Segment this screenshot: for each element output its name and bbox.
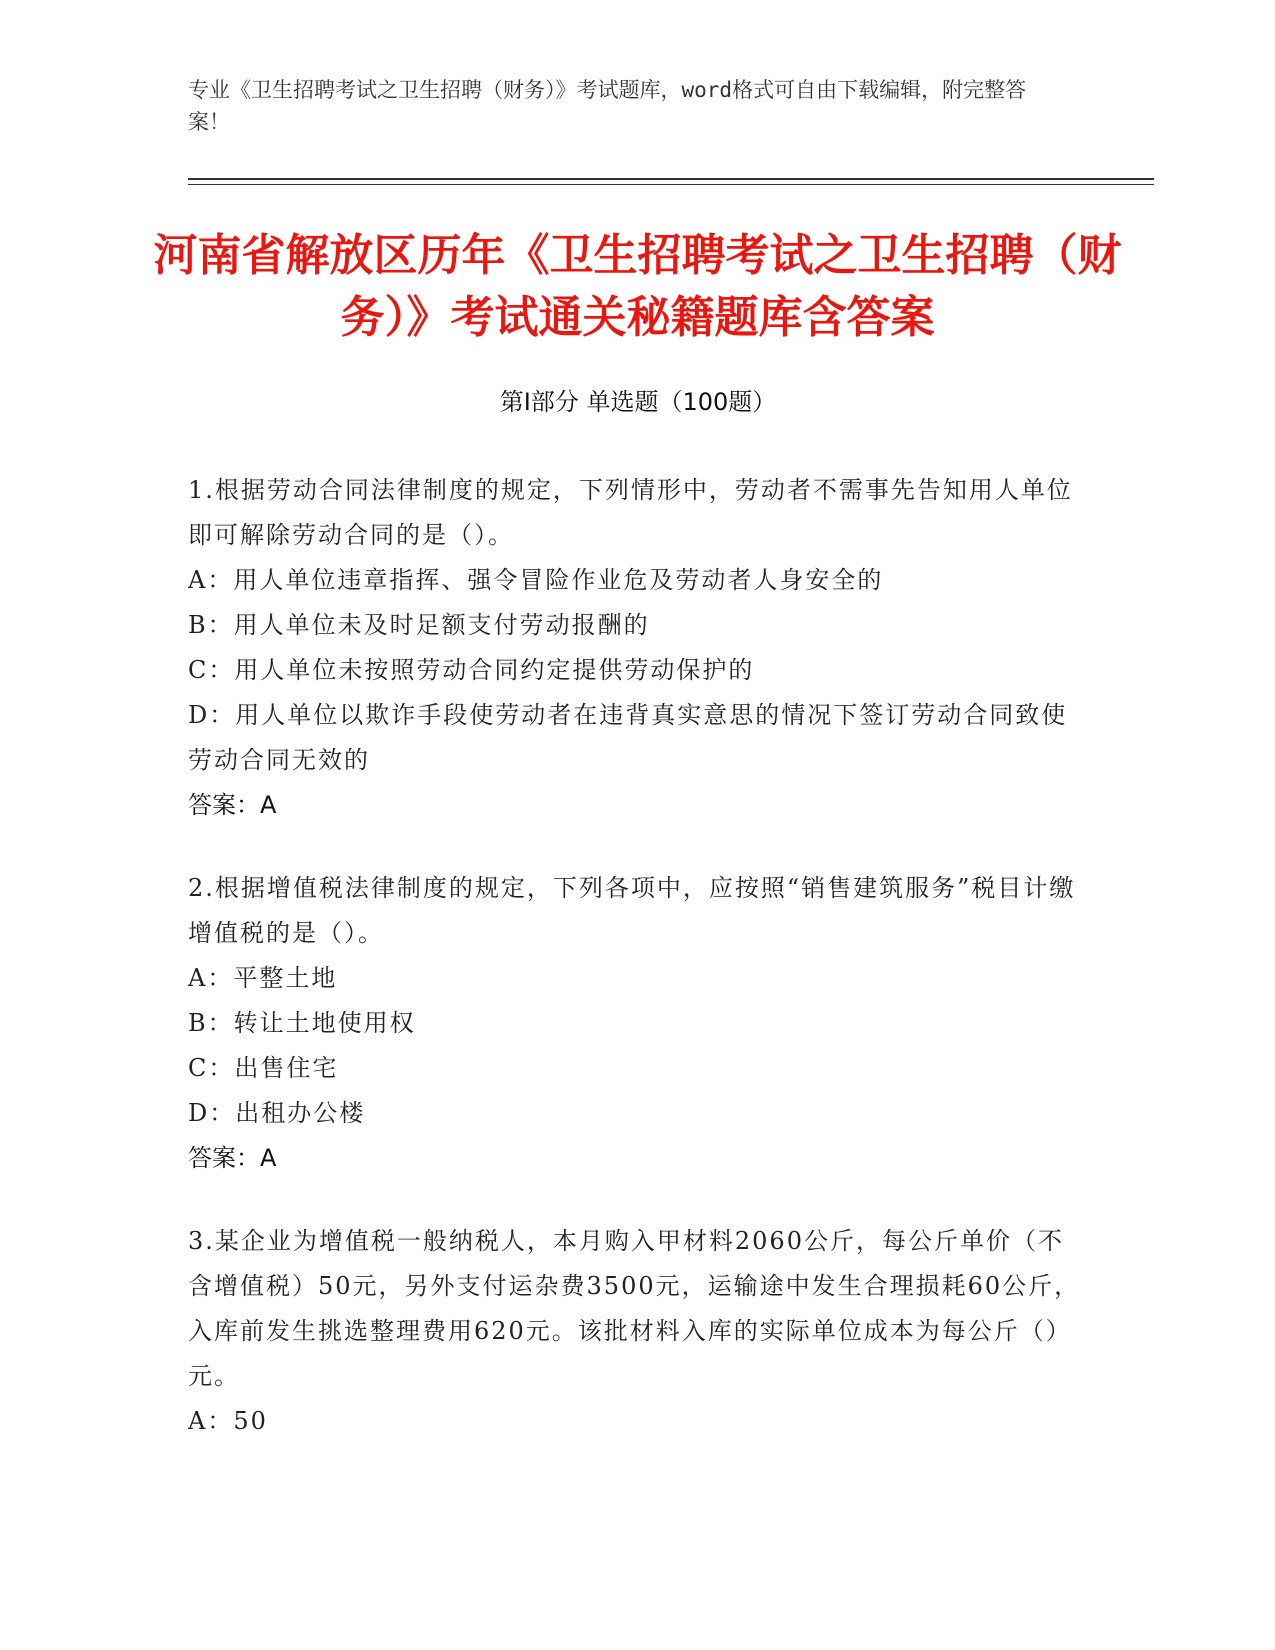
question-stem: 2.根据增值税法律制度的规定，下列各项中，应按照“销售建筑服务”税目计缴增值税的是（）。 [188,874,1076,947]
question-1 [188,468,1088,828]
question-2 [188,866,1088,1181]
header-divider-thick [188,178,1154,180]
question-stem: 1.根据劳动合同法律制度的规定，下列情形中，劳动者不需事先告知用人单位即可解除劳动合同的是（）。 [188,476,1073,549]
answer-line: 答案：A [188,1144,277,1172]
section-heading: 第Ⅰ部分 单选题（100题） [499,388,777,416]
question-stem: 3.某企业为增值税一般纳税人，本月购入甲材料2060公斤，每公斤单价（不含增值税）50元，另外支付运杂费3500元，运输途中发生合理损耗60公斤，入库前发生挑选整理费用620元。该批材料入库的实际单位成本为每公斤（）元。 [188,1227,1081,1390]
option-d: D：出租办公楼 [188,1099,366,1127]
question-list [188,468,1088,1482]
option-c: C：出售住宅 [188,1054,339,1082]
option-a: A：50 [188,1407,268,1435]
option-b: B：用人单位未及时足额支付劳动报酬的 [188,611,650,639]
header-divider-thin [188,184,1154,185]
document-title: 河南省解放区历年《卫生招聘考试之卫生招聘（财务）》考试通关秘籍题库含答案 [153,230,1122,343]
answer-line: 答案：A [188,791,277,819]
option-c: C：用人单位未按照劳动合同约定提供劳动保护的 [188,656,755,684]
option-a: A：平整土地 [188,964,338,992]
question-3 [188,1219,1088,1444]
header-note: 专业《卫生招聘考试之卫生招聘（财务）》考试题库，word格式可自由下载编辑，附完整答案！ [188,78,1027,134]
option-a: A：用人单位违章指挥、强令冒险作业危及劳动者人身安全的 [188,566,884,594]
option-b: B：转让土地使用权 [188,1009,416,1037]
option-d: D：用人单位以欺诈手段使劳动者在违背真实意思的情况下签订劳动合同致使劳动合同无效的 [188,701,1068,774]
